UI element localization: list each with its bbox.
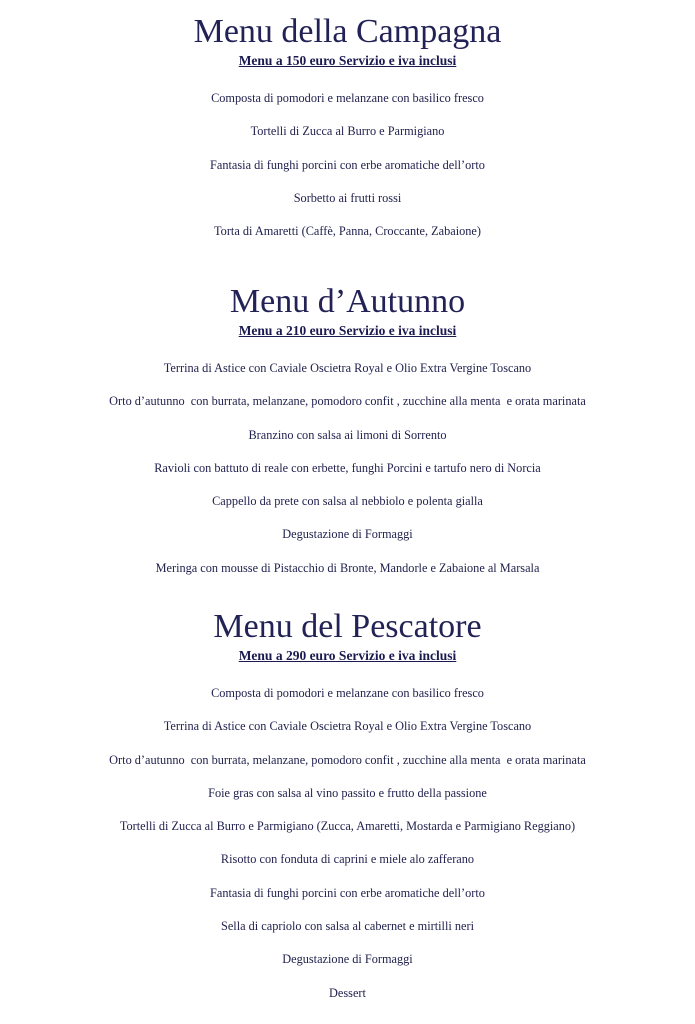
menu-items [0, 352, 695, 585]
menu-item: Torta di Amaretti (Caffè, Panna, Croccante, Zabaione) [214, 224, 481, 239]
menu-item: Tortelli di Zucca al Burro e Parmigiano [250, 124, 445, 139]
menu-item: Composta di pomodori e melanzane con basilico fresco [211, 686, 484, 700]
menu-item: Terrina di Astice con Caviale Oscietra Royal e Olio Extra Vergine Toscano [163, 361, 532, 375]
menu-section-campagna [0, 14, 695, 248]
menu-item: Fantasia di funghi porcini con erbe aromatiche dell’orto [210, 885, 485, 900]
menu-item: Terrina di Astice con Caviale Oscietra Royal e Olio Extra Vergine Toscano [163, 719, 532, 734]
menu-item: Tortelli di Zucca al Burro e Parmigiano (Zucca, Amaretti, Mostarda e Parmigiano Reggiano) [119, 819, 576, 834]
menu-item: Risotto con fonduta di caprini e miele alo zafferano [220, 852, 475, 867]
menu-item: Sorbetto ai frutti rossi [293, 190, 402, 205]
menu-items [0, 677, 695, 1010]
menu-section-autunno [0, 284, 695, 585]
menu-items [0, 82, 695, 248]
menu-item: Orto d’autunno con burrata, melanzane, pomodoro confit , zucchine alla menta e orata marinata [109, 752, 586, 767]
menu-title: Menu d’Autunno [229, 283, 466, 320]
menu-item: Ravioli con battuto di reale con erbette, funghi Porcini e tartufo nero di Norcia [154, 460, 541, 475]
menu-item: Sella di capriolo con salsa al cabernet e mirtilli neri [220, 919, 475, 934]
menu-item: Degustazione di Formaggi [282, 952, 413, 967]
menu-title: Menu della Campagna [193, 13, 502, 50]
menu-item: Branzino con salsa ai limoni di Sorrento [248, 427, 447, 442]
menu-price-subtitle: Menu a 210 euro Servizio e iva inclusi [238, 323, 457, 338]
menu-item: Dessert [329, 985, 366, 1000]
menu-item: Cappello da prete con salsa al nebbiolo e polenta gialla [212, 494, 483, 509]
menu-item: Orto d’autunno con burrata, melanzane, pomodoro confit , zucchine alla menta e orata marinata [109, 394, 586, 409]
menu-price-subtitle: Menu a 150 euro Servizio e iva inclusi [238, 53, 457, 68]
menu-item: Meringa con mousse di Pistacchio di Bronte, Mandorle e Zabaione al Marsala [155, 560, 540, 575]
menu-price-subtitle: Menu a 290 euro Servizio e iva inclusi [238, 648, 457, 663]
menu-item: Foie gras con salsa al vino passito e frutto della passione [208, 785, 487, 800]
menu-item: Degustazione di Formaggi [282, 527, 413, 542]
menu-item: Composta di pomodori e melanzane con basilico fresco [211, 91, 484, 105]
menu-title: Menu del Pescatore [213, 608, 482, 645]
menu-section-pescatore [0, 609, 695, 1010]
menu-item: Fantasia di funghi porcini con erbe aromatiche dell’orto [210, 157, 485, 172]
